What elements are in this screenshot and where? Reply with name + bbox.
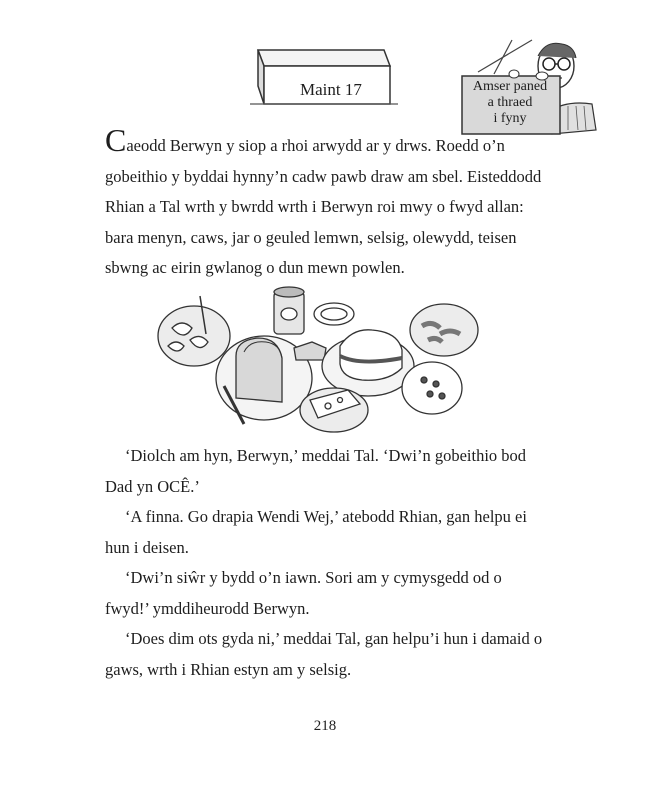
paragraph-opening-text: aeodd Berwyn y siop a rhoi arwydd ar y drws. Roedd o’n gobeithio y byddai hynny’n cadw pawb draw am sbel. Eisteddodd Rhian a Tal wrth y bwrdd wrth i Berwyn roi mwy o fwyd allan: bara menyn, caws, jar o geuled lemwn, selsig, olewydd, teisen sbwng ac eirin gwlanog o dun mewn powlen. — [105, 136, 542, 278]
paragraph: ‘A finna. Go drapia Wendi Wej,’ atebodd Rhian, gan helpu ei hun i deisen. — [105, 507, 527, 557]
paragraph: ‘Diolch am hyn, Berwyn,’ meddai Tal. ‘Dwi’n gobeithio bod Dad yn OCÊ.’ — [105, 446, 527, 496]
sign-line: i fyny — [493, 111, 527, 126]
sign-line: a thraed — [487, 95, 533, 110]
sign-line: Amser paned — [472, 79, 548, 94]
paragraph: ‘Dwi’n siŵr y bydd o’n iawn. Sori am y cymysgedd od o fwyd!’ ymddiheurodd Berwyn. — [105, 568, 502, 618]
sign-text — [462, 79, 558, 127]
paragraph: ‘Does dim ots gyda ni,’ meddai Tal, gan helpu’i hun i damaid o gaws, wrth i Rhian estyn am y selsig. — [105, 629, 543, 679]
food-illustration — [158, 287, 478, 432]
paragraph-opening — [105, 122, 545, 284]
page-number: 218 — [313, 718, 337, 734]
box-label: Maint 17 — [300, 80, 362, 99]
drop-cap: C — [105, 122, 127, 158]
